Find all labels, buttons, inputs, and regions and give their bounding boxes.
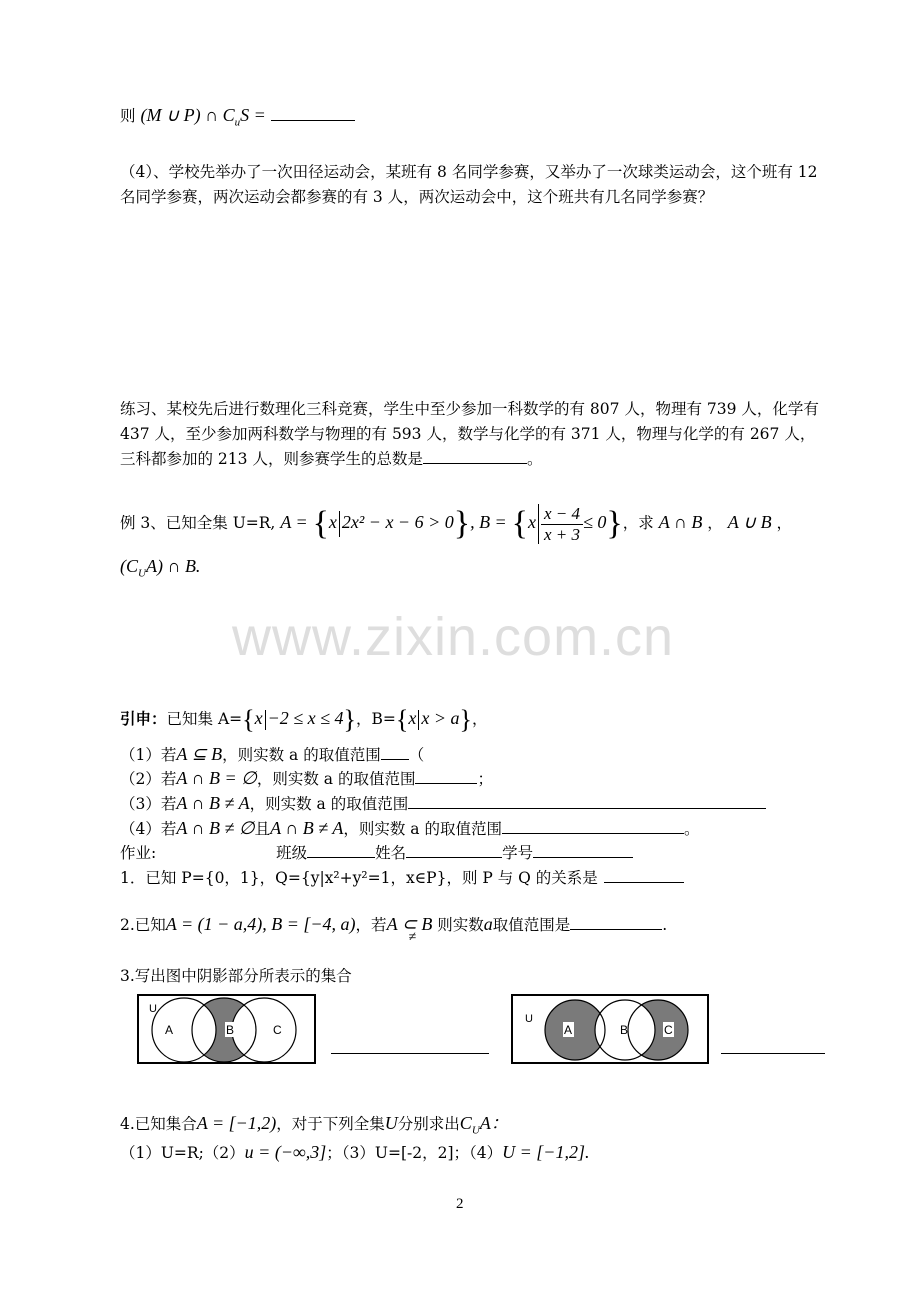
answer-blank[interactable] bbox=[408, 792, 766, 809]
label-c: C bbox=[664, 1023, 673, 1037]
venn-2-graphic bbox=[513, 996, 707, 1062]
extension-item-4: （4）若A ∩ B ≠ ∅且A ∩ B ≠ A，则实数 a 的取值范围 。 bbox=[120, 818, 700, 838]
set-a-condition: 2x² − x − 6 > 0 bbox=[341, 512, 454, 532]
universe-label: U bbox=[525, 1013, 533, 1025]
page-number: 2 bbox=[456, 1196, 464, 1212]
answer-blank[interactable] bbox=[502, 817, 684, 834]
homework-problem-2: 2.已知A = (1 − a,4), B = [−4, a)，若A ⊂ B ≠ 则实数a取值范围是 . bbox=[120, 914, 668, 945]
label-a: A bbox=[564, 1023, 573, 1037]
venn-diagram-1 bbox=[137, 994, 316, 1064]
venn-2-answer-blank[interactable] bbox=[721, 1037, 825, 1054]
homework-problem-4: 4.已知集合A = [−1,2)，对于下列全集U分别求出$C_UA$： bbox=[120, 1113, 509, 1137]
homework-problem-3: 3.写出图中阴影部分所表示的集合 bbox=[120, 967, 352, 985]
fraction: $\frac{x - 4}{x + 3}$ bbox=[541, 504, 583, 545]
answer-blank[interactable] bbox=[570, 913, 662, 930]
prefix-text: 则 bbox=[120, 107, 136, 125]
example-3-line: 例 3、已知全集 U=R, A = {x 2x² − x − 6 > 0}, B = {x $\frac{x - 4}{x + 3}$ ≤ 0}，求 A ∩ B ， A ∪ B ， bbox=[120, 503, 792, 544]
homework-problem-1: 1．已知 P={0，1}，Q={y|x²+y²=1，x∈P}，则 P 与 Q 的关系是 bbox=[120, 866, 684, 888]
label-b: B bbox=[620, 1023, 629, 1037]
answer-blank[interactable] bbox=[415, 767, 477, 784]
venn-1-graphic bbox=[139, 996, 314, 1062]
class-field[interactable] bbox=[307, 841, 375, 858]
example-3-line-2: $(C_UA)$ ∩ B. bbox=[120, 556, 201, 580]
homework-problem-4-parts: （1）U=R;（2）u = (−∞,3]；（3）U=[-2，2]；（4）U = [−1,2]. bbox=[120, 1142, 590, 1162]
name-field[interactable] bbox=[406, 841, 502, 858]
extension-line: 引申：已知集 A={x −2 ≤ x ≤ 4}，B={x x > a}， bbox=[120, 705, 488, 734]
extension-item-1: （1）若A ⊆ B，则实数 a 的取值范围 （ bbox=[120, 744, 425, 764]
extension-label: 引申： bbox=[120, 709, 167, 728]
label-c: C bbox=[273, 1023, 282, 1037]
label-b: B bbox=[226, 1023, 235, 1037]
extension-item-2: （2）若A ∩ B = ∅，则实数 a 的取值范围 ； bbox=[120, 768, 493, 788]
homework-header: 作业: 班级 姓名 学号 bbox=[120, 841, 633, 863]
example-3-prefix: 例 3、已知全集 U=R, bbox=[120, 514, 276, 532]
exercise-text: 练习、某校先后进行数理化三科竞赛，学生中至少参加一科数学的有 807 人，物理有 739 人，化学有 437 人，至少参加两科数学与物理的有 593 人，数学与化学的有 371 人，物理与化学的有 267 人，三科都参加的 213 人，则参赛学生的总数是 bbox=[120, 400, 819, 468]
extension-item-3: （3）若A ∩ B ≠ A，则实数 a 的取值范围 bbox=[120, 792, 766, 814]
set-expression: (M ∪ P) ∩ $C_uS$ = bbox=[140, 105, 266, 129]
homework-label: 作业: bbox=[120, 844, 157, 862]
exercise-paragraph: 练习、某校先后进行数理化三科竞赛，学生中至少参加一科数学的有 807 人，物理有 739 人，化学有 437 人，至少参加两科数学与物理的有 593 人，数学与化学的有 371 人，物理与化学的有 267 人，三科都参加的 213 人，则参赛学生的总数是 。 bbox=[120, 400, 819, 468]
student-id-field[interactable] bbox=[533, 841, 633, 858]
question-4: （4）、学校先举办了一次田径运动会，某班有 8 名同学参赛，又举办了一次球类运动会，这个班有 12 名同学参赛，两次运动会都参赛的有 3 人，两次运动会中，这个班共有几名同学参赛？ bbox=[120, 163, 818, 206]
label-a: A bbox=[165, 1023, 174, 1037]
answer-blank[interactable] bbox=[604, 866, 684, 883]
universe-label: U bbox=[149, 1003, 157, 1015]
set-expression-line bbox=[120, 104, 355, 133]
answer-blank[interactable] bbox=[381, 743, 409, 760]
venn-diagram-2 bbox=[511, 994, 709, 1064]
answer-blank[interactable] bbox=[271, 104, 355, 121]
answer-blank[interactable] bbox=[423, 447, 527, 464]
venn-1-answer-blank[interactable] bbox=[331, 1037, 489, 1054]
watermark: www.zixin.com.cn bbox=[232, 607, 675, 667]
